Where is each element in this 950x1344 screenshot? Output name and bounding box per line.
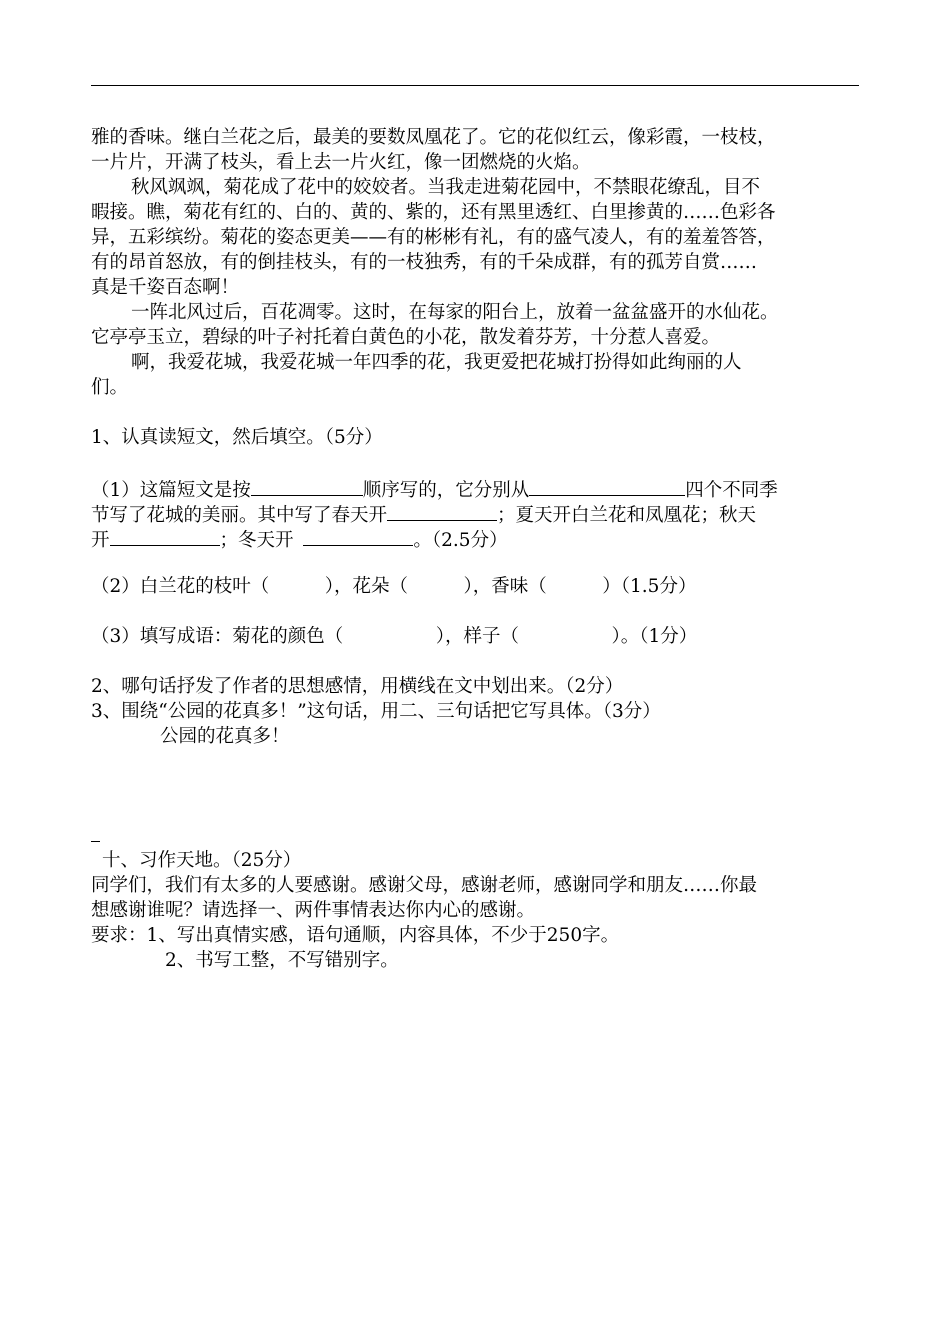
question-1-1-line-b bbox=[91, 502, 756, 527]
q1-1-text-g: ；冬天开 bbox=[219, 530, 300, 551]
question-3-prompt: 公园的花真多！ bbox=[160, 726, 290, 747]
q1-1-text-e: ；夏天开白兰花和凤凰花；秋天 bbox=[497, 505, 757, 526]
q1-1-text-c: 四个不同季 bbox=[685, 480, 778, 501]
q1-1-text-a: （1）这篇短文是按 bbox=[91, 480, 251, 501]
writing-instruction-line: 同学们，我们有太多的人要感谢。感谢父母，感谢老师，感谢同学和朋友……你最 bbox=[91, 875, 758, 896]
question-1-1-line-a bbox=[91, 477, 778, 502]
q1-1-text-f: 开 bbox=[91, 530, 110, 551]
passage-line: 它亭亭玉立，碧绿的叶子衬托着白黄色的小花，散发着芬芳，十分惹人喜爱。 bbox=[91, 327, 721, 348]
passage-line: 一阵北风过后，百花凋零。这时，在每家的阳台上，放着一盆盆盛开的水仙花。 bbox=[131, 302, 779, 323]
passage-line: 有的昂首怒放，有的倒挂枝头，有的一枝独秀，有的千朵成群，有的孤芳自赏…… bbox=[91, 252, 758, 273]
seasons-blank[interactable] bbox=[529, 477, 685, 496]
question-1-3: （3）填写成语：菊花的颜色（ ），样子（ ）。（1分） bbox=[91, 626, 698, 647]
spring-flower-blank[interactable] bbox=[387, 502, 497, 521]
section-mark bbox=[91, 841, 100, 842]
passage-line: 秋风飒飒，菊花成了花中的姣姣者。当我走进菊花园中，不禁眼花缭乱，目不 bbox=[131, 177, 761, 198]
question-1-1-line-c bbox=[91, 527, 508, 552]
question-1-title: 1、认真读短文，然后填空。（5分） bbox=[91, 427, 383, 448]
q1-1-text-d: 节写了花城的美丽。其中写了春天开 bbox=[91, 505, 388, 526]
passage-line: 们。 bbox=[91, 377, 129, 398]
header-rule bbox=[91, 85, 859, 86]
order-blank[interactable] bbox=[251, 477, 363, 496]
passage-line: 异，五彩缤纷。菊花的姿态更美——有的彬彬有礼，有的盛气凌人，有的羞羞答答， bbox=[91, 227, 776, 248]
passage-line: 暇接。瞧，菊花有红的、白的、黄的、紫的，还有黑里透红、白里掺黄的……色彩各 bbox=[91, 202, 776, 223]
writing-requirement-1: 要求：1、写出真情实感，语句通顺，内容具体，不少于250字。 bbox=[91, 925, 620, 946]
question-3: 3、围绕“公园的花真多！”这句话，用二、三句话把它写具体。（3分） bbox=[91, 701, 661, 722]
q1-1-text-h: 。（2.5分） bbox=[413, 530, 508, 551]
writing-requirement-2: 2、书写工整，不写错别字。 bbox=[165, 950, 399, 971]
question-2: 2、哪句话抒发了作者的思想感情，用横线在文中划出来。（2分） bbox=[91, 676, 624, 697]
passage-line: 真是千姿百态啊！ bbox=[91, 277, 240, 298]
writing-section-title: 十、习作天地。（25分） bbox=[102, 850, 302, 871]
passage-line: 一片片，开满了枝头，看上去一片火红，像一团燃烧的火焰。 bbox=[91, 152, 591, 173]
writing-instruction-line: 想感谢谁呢？请选择一、两件事情表达你内心的感谢。 bbox=[91, 900, 536, 921]
autumn-flower-blank[interactable] bbox=[110, 527, 220, 546]
question-1-2: （2）白兰花的枝叶（ ），花朵（ ），香味（ ）（1.5分） bbox=[91, 576, 697, 597]
winter-flower-blank[interactable] bbox=[303, 527, 413, 546]
q1-1-text-b: 顺序写的，它分别从 bbox=[362, 480, 530, 501]
passage-line: 啊，我爱花城，我爱花城一年四季的花，我更爱把花城打扮得如此绚丽的人 bbox=[131, 352, 742, 373]
passage-line: 雅的香味。继白兰花之后，最美的要数凤凰花了。它的花似红云，像彩霞，一枝枝， bbox=[91, 127, 776, 148]
